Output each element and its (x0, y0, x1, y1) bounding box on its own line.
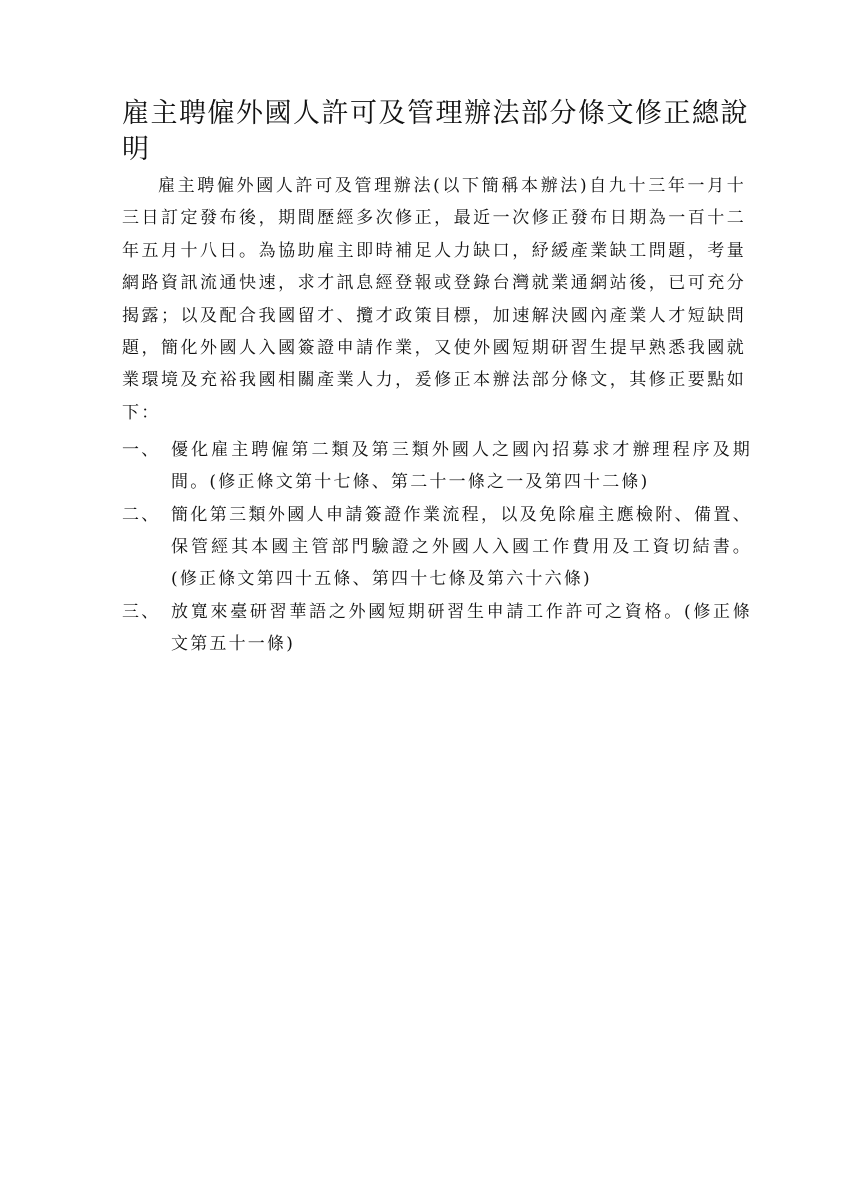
point-number: 一、 (122, 440, 161, 460)
point-text: 優化雇主聘僱第二類及第三類外國人之國內招募求才辦理程序及期間。(修正條文第十七條、第二十一條之一及第四十二條) (171, 440, 752, 492)
point-number: 三、 (122, 602, 161, 622)
amendment-point-2 (122, 499, 752, 595)
point-text: 放寬來臺研習華語之外國短期研習生申請工作許可之資格。(修正條文第五十一條) (171, 602, 752, 654)
amendment-point-1 (122, 434, 752, 498)
amendment-points-list (122, 434, 752, 661)
document-title: 雇主聘僱外國人許可及管理辦法部分條文修正總說明 (122, 98, 749, 165)
point-text: 簡化第三類外國人申請簽證作業流程，以及免除雇主應檢附、備置、保管經其本國主管部門驗證之外國人入國工作費用及工資切結書。(修正條文第四十五條、第四十七條及第六十六條) (171, 505, 752, 589)
intro-paragraph: 雇主聘僱外國人許可及管理辦法(以下簡稱本辦法)自九十三年一月十三日訂定發布後，期間歷經多次修正，最近一次修正發布日期為一百十二年五月十八日。為協助雇主即時補足人力缺口，紓緩產業缺工問題，考量網路資訊流通快速，求才訊息經登報或登錄台灣就業通網站後，已可充分揭露；以及配合我國留才、攬才政策目標，加速解決國內產業人才短缺問題，簡化外國人入國簽證申請作業，又使外國短期研習生提早熟悉我國就業環境及充裕我國相關產業人力，爰修正本辦法部分條文，其修正要點如下： (122, 176, 746, 423)
point-number: 二、 (122, 505, 161, 525)
amendment-point-3 (122, 596, 752, 660)
